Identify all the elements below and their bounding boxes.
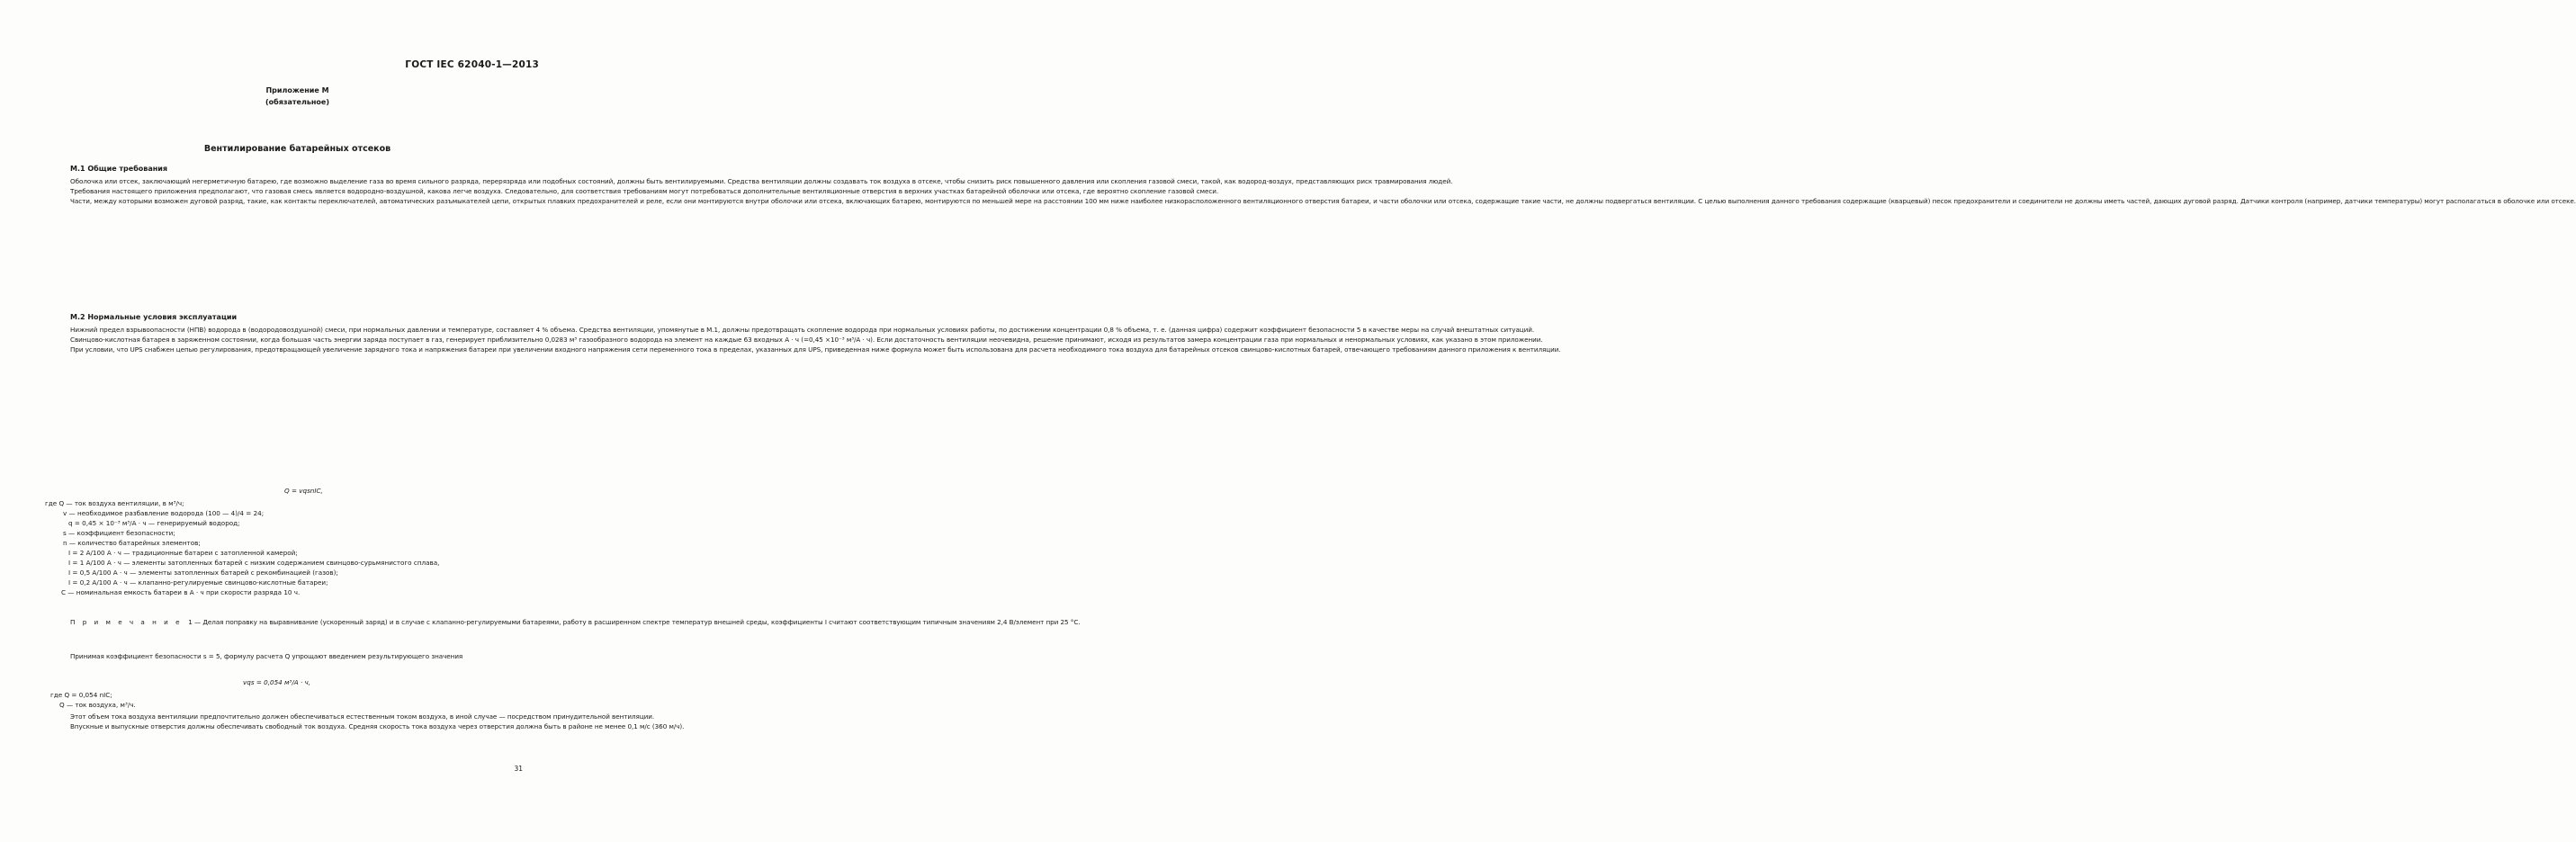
subsection-heading-m2: М.2 Нормальные условия эксплуатации xyxy=(70,313,238,321)
page-number: 31 xyxy=(514,765,523,773)
m1-body xyxy=(56,176,2576,206)
where-line: n — количество батарейных элементов; xyxy=(63,539,201,547)
where-line: C — номинальная емкость батареи в А · ч при скорости разряда 10 ч. xyxy=(61,588,301,596)
where-list xyxy=(45,498,531,597)
where-line: Q — ток воздуха, м³/ч. xyxy=(59,701,136,709)
paragraph: Этот объем тока воздуха вентиляции предпочтительно должен обеспечиваться естественным током воздуха, в иной случае — посредством принудительной вентиляции. xyxy=(70,712,655,721)
note-text: 1 — Делая поправку на выравнивание (ускоренный заряд) и в случае с клапанно-регулируемыми батареями, работу в расширенном спектре температур внешней среды, коэффициенты I считают соответствующим типичным значениям 2,4 В/элемент при 25 °С. xyxy=(188,618,1081,626)
paragraph: Оболочка или отсек, заключающий негерметичную батарею, где возможно выделение газа во время сильного разряда, перерязряда или подобных состояний, должны быть вентилируемыми. Средства вентиляции должны создавать ток воздуха в отсеке, чтобы снизить риск повышенного давления или скопления газовой смеси, такой, как водород-воздух, представляющих риск травмирования людей. xyxy=(70,177,1453,185)
note-block xyxy=(56,617,1081,627)
where-line: q = 0,45 × 10⁻³ м³/А · ч — генерируемый водород; xyxy=(68,519,240,527)
formula-2: vqs = 0,054 м³/А · ч, xyxy=(243,678,311,686)
paragraph: Части, между которыми возможен дуговой разряд, такие, как контакты переключателей, автоматических разъмыкателей цепи, открытых плавких предохранителей и реле, если они монтируются внутри оболочки или отсека, включающих батарею, монтируются по меньшей мере на расстоянии 100 мм ниже наиболее низкорасположенного вентиляционного отверстия батареи, и части оболочки или отсека, содержащие такие части, не должны подвергаться вентиляции. С целью выполнения данного требования содержащие (кварцевый) песок предохранители и соединители не должны иметь частей, дающих дуговой разряд. Датчики контроля (например, датчики температуры) могут располагаться в оболочке или отсеке. xyxy=(70,197,2576,205)
m2-body-2 xyxy=(56,651,525,661)
paragraph: Нижний предел взрывоопасности (НПВ) водорода в (водородовоздушной) смеси, при нормальных давлении и температуре, составляет 4 % объема. Средства вентиляции, упомянутые в М.1, должны предотвращать скопление водорода при нормальных условиях работы, по достижении концентрации 0,8 % объема, т. е. (данная цифра) содержит коэффициент безопасности 5 в качестве меры на случай внештатных ситуаций. xyxy=(70,326,1535,334)
where-list-2 xyxy=(50,690,136,710)
appendix-label: Приложение М xyxy=(265,86,329,94)
where-line: I = 1 A/100 A · ч — элементы затопленных батарей с низким содержанием свинцово-сурьмянистого сплава, xyxy=(68,559,440,567)
where-line: где Q = 0,054 nIC; xyxy=(50,691,112,699)
m2-body xyxy=(56,325,1561,354)
paragraph: Свинцово-кислотная батарея в заряженном состоянии, когда большая часть энергии заряда поступает в газ, генерирует приблизительно 0,0283 м³ газообразного водорода на элемент на каждые 63 входных А · ч (=0,45 ×10⁻³ м³/А · ч). Если достаточность вентиляции неочевидна, решение принимают, исходя из результатов замера концентрации газа при нормальных и ненормальных условиях, как указано в этом приложении. xyxy=(70,336,1543,344)
paragraph: При условии, что UPS снабжен цепью регулирования, предотвращающей увеличение зарядного тока и напряжения батареи при увеличении входного напряжения сети переменного тока в пределах, указанных для UPS, приведенная ниже формула может быть использована для расчета необходимого тока воздуха для батарейных отсеков свинцово-кислотных батарей, отвечающего требованиям данного приложения к вентиляции. xyxy=(70,345,1561,354)
note-heading: П р и м е ч а н и е xyxy=(70,618,183,626)
section-title: Вентилирование батарейных отсеков xyxy=(203,144,391,154)
paragraph: Впускные и выпускные отверстия должны обеспечивать свободный ток воздуха. Средняя скорость тока воздуха через отверстия должна быть в районе не менее 0,1 м/с (360 м/ч). xyxy=(70,722,685,730)
where-line: I = 0,5 A/100 A · ч — элементы затопленных батарей с рекомбинацией (газов); xyxy=(68,569,338,577)
appendix-status: (обязательное) xyxy=(265,98,329,106)
where-line: s — коэффициент безопасности; xyxy=(63,529,175,537)
formula: Q = vqsnIC, xyxy=(284,487,323,495)
paragraph: Принимая коэффициент безопасности s = 5, формулу расчета Q упрощают введением результирующего значения xyxy=(70,652,463,660)
subsection-heading-m1: М.1 Общие требования xyxy=(70,165,167,173)
where-line: I = 2 A/100 A · ч — традиционные батареи с затопленной камерой; xyxy=(68,549,298,557)
paragraph: Требования настоящего приложения предполагают, что газовая смесь является водородно-воздушной, какова легче воздуха. Следовательно, для соответствия требованиям могут потребоваться дополнительные вентиляционные отверстия в верхних участках батарейной оболочки или отсека, где вероятно скопление газовой смеси. xyxy=(70,187,1219,195)
m2-body-3 xyxy=(56,712,685,731)
where-line: v — необходимое разбавление водорода (100 — 4)/4 = 24; xyxy=(63,509,265,517)
where-line: где Q — ток воздуха вентиляции, в м³/ч; xyxy=(45,499,184,507)
standard-number: ГОСТ IEC 62040-1—2013 xyxy=(405,59,539,70)
where-line: I = 0,2 A/100 A · ч — клапанно-регулируемые свинцово-кислотные батареи; xyxy=(68,578,328,587)
